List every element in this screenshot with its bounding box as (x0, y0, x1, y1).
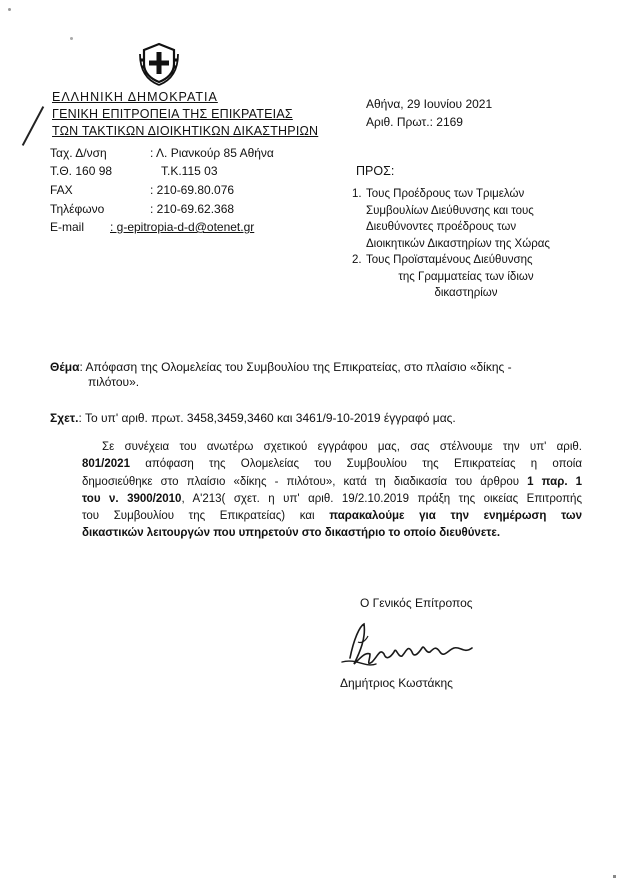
body-line (82, 508, 582, 525)
body-line (82, 474, 582, 491)
recipient-line: της Γραμματείας των ίδιων (398, 270, 534, 283)
scan-speck (70, 37, 73, 40)
pen-mark (22, 106, 44, 146)
protocol-number: Αριθ. Πρωτ.: 2169 (366, 115, 463, 129)
reference-text: : Το υπ' αριθ. πρωτ. 3458,3459,3460 και 3461/9-10-2019 έγγραφό μας. (78, 411, 456, 425)
email-value[interactable]: : g-epitropia-d-d@otenet.gr (110, 220, 255, 234)
scan-speck (8, 8, 11, 11)
subject-text: : Απόφαση της Ολομελείας του Συμβουλίου της Επικρατείας, στο πλαίσιο «δίκης - (79, 360, 512, 374)
fax-value: : 210-69.80.076 (150, 183, 235, 197)
body-line: Σε συνέχεια του ανωτέρω σχετικού εγγράφου μας, σας στέλνουμε την υπ' αριθ. (102, 441, 582, 453)
body-text: δημοσιεύθηκε στο πλαίσιο «δίκης - πιλότου», κατά τη διαδικασία του άρθρου (82, 475, 528, 488)
request-text: παρακαλούμε για την ενημέρωση των (329, 510, 583, 523)
recipients-heading: ΠΡΟΣ: (356, 164, 395, 178)
recipient-item (352, 186, 602, 252)
recipient-number: 1. (352, 188, 362, 200)
header-courts: ΤΩΝ ΤΑΚΤΙΚΩΝ ΔΙΟΙΚΗΤΙΚΩΝ ΔΙΚΑΣΤΗΡΙΩΝ (52, 124, 319, 138)
article-ref: 1 παρ. 1 (527, 475, 582, 488)
postal-code-value: Τ.Κ.115 03 (161, 164, 218, 178)
scan-speck (613, 875, 616, 878)
header-country: ΕΛΛΗΝΙΚΗ ΔΗΜΟΚΡΑΤΙΑ (52, 90, 218, 104)
subject-text-cont: πιλότου». (88, 375, 140, 389)
recipients-list (352, 186, 602, 302)
recipient-line: Συμβουλίων Διεύθυνσης και τους (366, 204, 534, 217)
recipient-line: Τους Προέδρους των Τριμελών (366, 188, 525, 200)
recipient-line: Τους Προϊσταμένους Διεύθυνσης (366, 254, 533, 266)
recipient-line: δικαστηρίων (434, 287, 498, 299)
body-line (82, 456, 582, 473)
signatory-name: Δημήτριος Κωστάκης (340, 676, 453, 690)
document-date: Αθήνα, 29 Ιουνίου 2021 (366, 97, 493, 111)
recipient-line: Διοικητικών Δικαστηρίων της Χώρας (366, 237, 550, 250)
body-line (82, 491, 582, 508)
phone-value: : 210-69.62.368 (150, 202, 235, 216)
body-text: απόφαση της Ολομελείας του Συμβουλίου της Επικρατείας η οποία (129, 458, 582, 471)
header-office: ΓΕΝΙΚΗ ΕΠΙΤΡΟΠΕΙΑ ΤΗΣ ΕΠΙΚΡΑΤΕΙΑΣ (52, 107, 293, 121)
email-label: E-mail (50, 220, 85, 234)
address-label: Ταχ. Δ/νση (50, 146, 107, 160)
decision-number: 801/2021 (82, 458, 130, 471)
request-text: δικαστικών λειτουργών που υπηρετούν στο δικαστήριο το οποίο διευθύνετε. (82, 527, 501, 540)
handwritten-signature-icon (336, 618, 486, 678)
recipient-line: Διευθύνοντες προέδρους των (366, 221, 517, 233)
signatory-title: Ο Γενικός Επίτροπος (360, 596, 473, 610)
letter-body (82, 439, 582, 543)
fax-label: FAX (50, 183, 73, 197)
address-value: : Λ. Ριανκούρ 85 Αθήνα (150, 146, 274, 160)
phone-label: Τηλέφωνο (50, 202, 105, 216)
law-ref: του ν. 3900/2010 (82, 492, 182, 505)
subject-block (50, 360, 580, 426)
body-text: , Α'213( σχετ. η υπ' αριθ. 19/2.10.2019 πράξη της οικείας Επιτροπής (181, 492, 582, 505)
body-text: του Συμβουλίου της Επικρατείας) και (82, 510, 330, 523)
subject-label: Θέμα (50, 360, 80, 374)
body-line (82, 525, 582, 542)
recipient-number: 2. (352, 254, 362, 266)
reference-label: Σχετ. (50, 411, 79, 425)
recipient-item (352, 252, 602, 302)
greek-emblem-icon (138, 40, 180, 86)
po-box-label: Τ.Θ. 160 98 (50, 164, 113, 178)
